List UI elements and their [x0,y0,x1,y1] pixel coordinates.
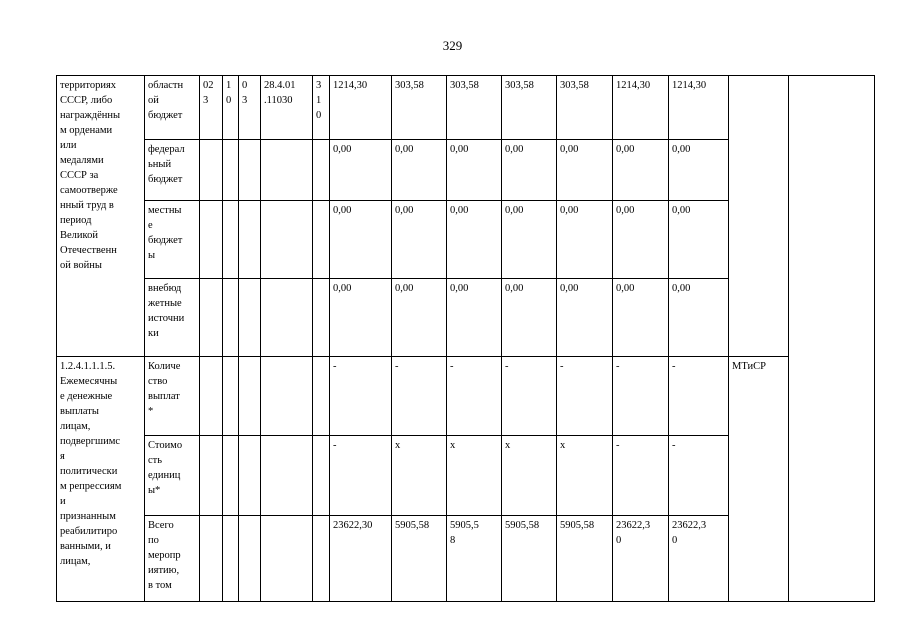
value-cell: 303,58 [502,76,557,140]
table-row [57,357,875,436]
code-cell [239,516,261,602]
code-cell [200,516,223,602]
funding-source-cell: местны е бюджет ы [145,201,200,279]
value-cell: 0,00 [330,201,392,279]
code-cell [200,357,223,436]
value-cell: 5905,58 [557,516,613,602]
value-cell: 5905,58 [392,516,447,602]
page-number: 329 [442,38,463,53]
code-cell [261,279,313,357]
funding-source-cell: Стоимо сть единиц ы* [145,436,200,516]
value-cell: 0,00 [557,201,613,279]
funding-source-cell: областн ой бюджет [145,76,200,140]
value-cell: - [669,436,729,516]
value-cell: 1214,30 [613,76,669,140]
value-cell: 0,00 [613,279,669,357]
value-cell: 0,00 [330,140,392,201]
funding-source-cell: внебюд жетные источни ки [145,279,200,357]
value-cell: 1214,30 [669,76,729,140]
value-cell: 0,00 [330,279,392,357]
value-cell: 0,00 [613,201,669,279]
code-cell [200,279,223,357]
value-cell: 0,00 [502,140,557,201]
code-cell [239,357,261,436]
code-cell [313,357,330,436]
value-cell: 0,00 [557,140,613,201]
value-cell: - [447,357,502,436]
value-cell: 0,00 [392,279,447,357]
value-cell: 0,00 [447,140,502,201]
value-cell: 1214,30 [330,76,392,140]
table-row [57,76,875,140]
code-cell [200,201,223,279]
value-cell: 0,00 [502,201,557,279]
value-cell: - [613,357,669,436]
value-cell: - [330,357,392,436]
executor-cell [729,76,789,357]
code-cell [313,140,330,201]
code-cell [261,140,313,201]
value-cell: x [392,436,447,516]
code-cell [239,279,261,357]
code-cell [313,516,330,602]
code-cell [239,436,261,516]
value-cell: 0,00 [669,140,729,201]
value-cell: - [330,436,392,516]
value-cell: 0,00 [392,201,447,279]
value-cell: 23622,3 0 [669,516,729,602]
value-cell: 0,00 [392,140,447,201]
value-cell: 5905,5 8 [447,516,502,602]
value-cell: x [557,436,613,516]
code-cell [261,357,313,436]
budget-table [56,75,875,602]
value-cell: - [502,357,557,436]
notes-cell [789,76,875,602]
value-cell: 0,00 [669,201,729,279]
value-cell: 0,00 [447,201,502,279]
code-cell: 3 1 0 [313,76,330,140]
code-cell: 0 3 [239,76,261,140]
value-cell: 303,58 [557,76,613,140]
value-cell: 23622,30 [330,516,392,602]
value-cell: - [669,357,729,436]
value-cell: 0,00 [669,279,729,357]
value-cell: 23622,3 0 [613,516,669,602]
value-cell: x [502,436,557,516]
code-cell [223,201,239,279]
measure-description-cell: 1.2.4.1.1.1.5. Ежемесячны е денежные выплаты лицам, подвергшимс я политически м репрессиям и признанным реабилитиро ванными, и лицам, [57,357,145,602]
code-cell [313,279,330,357]
value-cell: 0,00 [613,140,669,201]
value-cell: 5905,58 [502,516,557,602]
funding-source-cell: федерал ьный бюджет [145,140,200,201]
code-cell [223,357,239,436]
code-cell [261,201,313,279]
code-cell: 28.4.01 .11030 [261,76,313,140]
value-cell: - [557,357,613,436]
value-cell: x [447,436,502,516]
code-cell [200,436,223,516]
code-cell [223,516,239,602]
code-cell [313,436,330,516]
value-cell: - [613,436,669,516]
value-cell: 0,00 [557,279,613,357]
value-cell: 303,58 [392,76,447,140]
value-cell: 0,00 [447,279,502,357]
value-cell: 0,00 [502,279,557,357]
code-cell [261,516,313,602]
code-cell [200,140,223,201]
code-cell: 02 3 [200,76,223,140]
funding-source-cell: Всего по меропр иятию, в том [145,516,200,602]
code-cell: 1 0 [223,76,239,140]
measure-description-cell: территориях СССР, либо награждённы м орденами или медалями СССР за самоотверже нный труд в период Великой Отечественн ой войны [57,76,145,357]
funding-source-cell: Количе ство выплат * [145,357,200,436]
code-cell [223,279,239,357]
executor-cell: МТиСР [729,357,789,602]
code-cell [223,436,239,516]
value-cell: 303,58 [447,76,502,140]
value-cell: - [392,357,447,436]
code-cell [313,201,330,279]
code-cell [239,201,261,279]
code-cell [261,436,313,516]
code-cell [239,140,261,201]
code-cell [223,140,239,201]
